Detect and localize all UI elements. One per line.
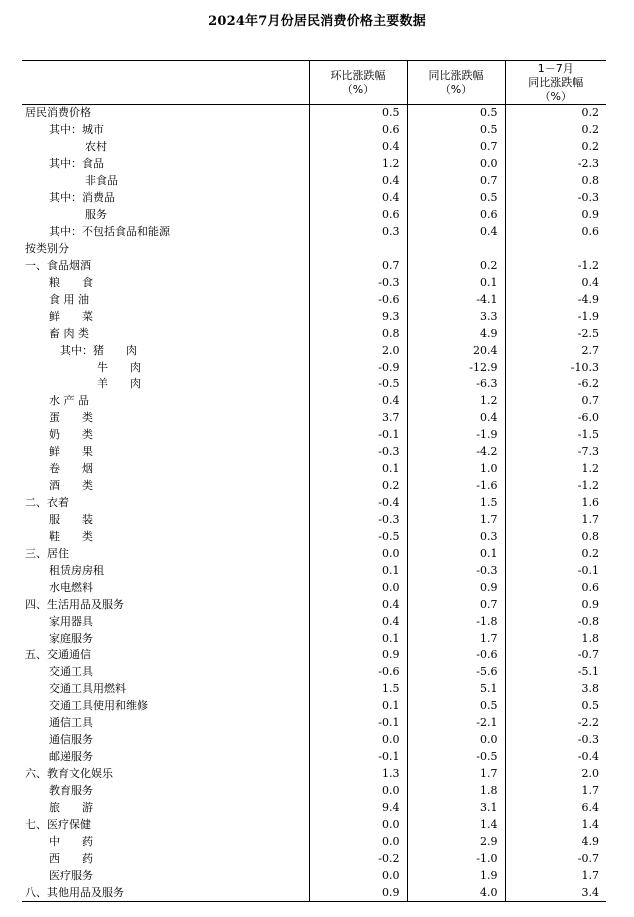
mom-value: 0.6: [309, 122, 407, 139]
row-label: [22, 562, 309, 579]
row-label-text: 奶 类: [49, 428, 93, 442]
mom-value: 0.4: [309, 393, 407, 410]
yoy-value: 0.7: [407, 596, 505, 613]
table-row: [22, 173, 606, 190]
row-label: [22, 274, 309, 291]
ytd-value: 0.8: [581, 529, 599, 543]
row-label-text: 服 装: [49, 512, 93, 526]
row-label: [22, 766, 309, 783]
mom-value: -0.2: [309, 850, 407, 867]
table-row: [22, 562, 606, 579]
mom-value: -0.3: [309, 274, 407, 291]
table-row: [22, 512, 606, 529]
yoy-value: -1.8: [407, 613, 505, 630]
ytd-value: -6.0: [577, 411, 599, 425]
mom-value: 0.1: [309, 630, 407, 647]
yoy-value: -5.6: [407, 664, 505, 681]
table-row: [22, 528, 606, 545]
mom-value: -0.5: [309, 528, 407, 545]
row-label-text: 水 产 品: [49, 394, 89, 408]
yoy-value: -2.1: [407, 715, 505, 732]
yoy-value: 0.4: [407, 410, 505, 427]
table-row: [22, 715, 606, 732]
row-label-text: 鲜 果: [49, 445, 93, 459]
row-label: [22, 393, 309, 410]
ytd-value: -0.3: [577, 733, 599, 747]
ytd-value: 1.2: [581, 462, 599, 476]
mom-value: 0.0: [309, 816, 407, 833]
table-row: [22, 241, 606, 258]
table-row: [22, 647, 606, 664]
table-row: [22, 749, 606, 766]
yoy-value: -12.9: [407, 359, 505, 376]
row-label: [22, 664, 309, 681]
row-label-text: 粮 食: [49, 275, 93, 289]
row-label-text: 家庭服务: [49, 631, 93, 645]
table-row: [22, 444, 606, 461]
table-row: [22, 427, 606, 444]
mom-value: 0.9: [309, 647, 407, 664]
ytd-value: -6.2: [577, 377, 599, 391]
table-row: [22, 630, 606, 647]
row-label-text: 蛋 类: [49, 411, 93, 425]
yoy-value: [407, 241, 505, 258]
row-label: [22, 867, 309, 884]
row-label: [22, 410, 309, 427]
yoy-value: -6.3: [407, 376, 505, 393]
yoy-value: 0.5: [407, 698, 505, 715]
table-row: [22, 579, 606, 596]
mom-value: 0.0: [309, 545, 407, 562]
row-label-text: 服务: [85, 208, 107, 222]
yoy-value: 20.4: [407, 342, 505, 359]
yoy-value: 0.7: [407, 173, 505, 190]
table-row: [22, 105, 606, 122]
ytd-value: 0.2: [581, 123, 599, 137]
row-label: [22, 359, 309, 376]
mom-value: 0.0: [309, 833, 407, 850]
yoy-value: -1.6: [407, 478, 505, 495]
mom-value: 0.9: [309, 884, 407, 901]
row-label: [22, 224, 309, 241]
ytd-value: 0.8: [581, 174, 599, 188]
header-yoy-unit: （%）: [439, 82, 473, 96]
row-label: [22, 613, 309, 630]
table-row: [22, 799, 606, 816]
ytd-value: 0.9: [581, 597, 599, 611]
row-label: [22, 596, 309, 613]
yoy-value: 0.7: [407, 139, 505, 156]
row-label-text: 羊 肉: [97, 377, 141, 391]
mom-value: 0.0: [309, 732, 407, 749]
ytd-value: 0.9: [581, 208, 599, 222]
table-row: [22, 291, 606, 308]
table-row: [22, 461, 606, 478]
row-label: [22, 122, 309, 139]
ytd-value: 1.7: [581, 868, 599, 882]
table-row: [22, 190, 606, 207]
ytd-value: -0.4: [577, 750, 599, 764]
row-label-text: 六、教育文化娱乐: [25, 767, 113, 781]
mom-value: -0.5: [309, 376, 407, 393]
mom-value: 1.3: [309, 766, 407, 783]
mom-value: -0.3: [309, 512, 407, 529]
header-mom-label: 环比涨跌幅: [330, 68, 386, 82]
yoy-value: 0.5: [407, 122, 505, 139]
row-label-text: 二、衣着: [25, 496, 69, 510]
yoy-value: 4.0: [407, 884, 505, 901]
row-label-text: 农村: [85, 140, 107, 154]
row-label: [22, 833, 309, 850]
yoy-value: 1.9: [407, 867, 505, 884]
row-label-text: 按类别分: [25, 241, 69, 255]
row-label: [22, 783, 309, 800]
yoy-value: 1.8: [407, 783, 505, 800]
ytd-value: 0.5: [581, 699, 599, 713]
row-label: [22, 325, 309, 342]
yoy-value: 3.3: [407, 308, 505, 325]
yoy-value: 4.9: [407, 325, 505, 342]
mom-value: 0.4: [309, 173, 407, 190]
row-label: [22, 444, 309, 461]
table-row: [22, 410, 606, 427]
row-label: [22, 139, 309, 156]
table-row: [22, 478, 606, 495]
table-row: [22, 122, 606, 139]
ytd-value: -1.9: [577, 309, 599, 323]
row-label-text: 一、食品烟酒: [25, 258, 91, 272]
table-row: [22, 495, 606, 512]
ytd-value: -0.7: [577, 648, 599, 662]
mom-value: 0.0: [309, 579, 407, 596]
row-label-text: 通信服务: [49, 733, 93, 747]
row-label: [22, 156, 309, 173]
yoy-value: 1.2: [407, 393, 505, 410]
mom-value: 1.2: [309, 156, 407, 173]
ytd-value: 1.6: [581, 496, 599, 510]
row-label: [22, 647, 309, 664]
yoy-value: 0.0: [407, 732, 505, 749]
ytd-value: 1.7: [581, 783, 599, 797]
table-header: [22, 61, 606, 105]
row-label-text: 中 药: [49, 834, 93, 848]
header-ytd-unit: （%）: [539, 89, 572, 103]
table-row: [22, 681, 606, 698]
row-label: [22, 190, 309, 207]
ytd-value: 6.4: [581, 800, 599, 814]
row-label: [22, 816, 309, 833]
header-mom: [309, 61, 407, 105]
table-row: [22, 224, 606, 241]
ytd-value: -2.2: [577, 716, 599, 730]
table-row: [22, 816, 606, 833]
row-label: [22, 173, 309, 190]
mom-value: 0.6: [309, 207, 407, 224]
table-row: [22, 359, 606, 376]
row-label: [22, 342, 309, 359]
ytd-value: 0.6: [581, 225, 599, 239]
ytd-value: -2.5: [577, 326, 599, 340]
header-yoy-label: 同比涨跌幅: [428, 68, 484, 82]
mom-value: 0.1: [309, 562, 407, 579]
mom-value: 9.4: [309, 799, 407, 816]
row-label-text: 通信工具: [49, 716, 93, 730]
row-label-text: 家用器具: [49, 614, 93, 628]
ytd-value: 1.7: [581, 512, 599, 526]
row-label: [22, 308, 309, 325]
table-row: [22, 139, 606, 156]
ytd-value: 0.2: [581, 546, 599, 560]
yoy-value: 1.7: [407, 766, 505, 783]
ytd-value: -10.3: [570, 360, 599, 374]
mom-value: 9.3: [309, 308, 407, 325]
row-label: [22, 105, 309, 122]
ytd-value: -7.3: [577, 445, 599, 459]
ytd-value: 3.8: [581, 682, 599, 696]
header-mom-unit: （%）: [341, 82, 375, 96]
ytd-value: -0.1: [577, 563, 599, 577]
row-label: [22, 495, 309, 512]
ytd-value: 3.4: [581, 885, 599, 899]
mom-value: 0.1: [309, 461, 407, 478]
mom-value: -0.6: [309, 664, 407, 681]
mom-value: 0.0: [309, 783, 407, 800]
mom-value: 0.4: [309, 139, 407, 156]
ytd-value: -1.2: [577, 479, 599, 493]
ytd-value: 1.4: [581, 817, 599, 831]
table-row: [22, 664, 606, 681]
row-label-text: 旅 游: [49, 800, 93, 814]
row-label: [22, 850, 309, 867]
table-row: [22, 342, 606, 359]
row-label-text: 食 用 油: [49, 292, 89, 306]
row-label-text: 交通工具使用和维修: [49, 699, 148, 713]
mom-value: 0.0: [309, 867, 407, 884]
yoy-value: -1.0: [407, 850, 505, 867]
yoy-value: 2.9: [407, 833, 505, 850]
row-label-text: 酒 类: [49, 479, 93, 493]
row-label-text: 其中：城市: [49, 123, 104, 137]
table-row: [22, 376, 606, 393]
yoy-value: 1.4: [407, 816, 505, 833]
mom-value: 0.7: [309, 257, 407, 274]
row-label: [22, 715, 309, 732]
header-blank: [22, 61, 309, 105]
ytd-value: 1.8: [581, 631, 599, 645]
mom-value: 0.4: [309, 190, 407, 207]
ytd-value: -2.3: [577, 157, 599, 171]
yoy-value: 1.7: [407, 630, 505, 647]
row-label-text: 八、其他用品及服务: [25, 885, 124, 899]
row-label-text: 五、交通通信: [25, 648, 91, 662]
yoy-value: 0.1: [407, 545, 505, 562]
mom-value: 2.0: [309, 342, 407, 359]
yoy-value: 1.0: [407, 461, 505, 478]
yoy-value: -4.2: [407, 444, 505, 461]
yoy-value: 3.1: [407, 799, 505, 816]
table-row: [22, 325, 606, 342]
row-label: [22, 630, 309, 647]
ytd-value: [505, 241, 606, 258]
row-label-text: 其中：猪 肉: [60, 343, 137, 357]
row-label-text: 居民消费价格: [25, 106, 91, 120]
row-label: [22, 461, 309, 478]
mom-value: 0.5: [309, 105, 407, 122]
row-label-text: 其中：消费品: [49, 191, 115, 205]
yoy-value: 0.5: [407, 105, 505, 122]
ytd-value: -0.7: [577, 851, 599, 865]
yoy-value: 0.2: [407, 257, 505, 274]
yoy-value: -1.9: [407, 427, 505, 444]
row-label: [22, 579, 309, 596]
mom-value: 0.3: [309, 224, 407, 241]
ytd-value: 2.7: [581, 343, 599, 357]
yoy-value: 0.4: [407, 224, 505, 241]
table-row: [22, 156, 606, 173]
header-ytd: [505, 61, 606, 105]
yoy-value: 0.6: [407, 207, 505, 224]
row-label-text: 交通工具用燃料: [49, 682, 126, 696]
row-label: [22, 376, 309, 393]
table-row: [22, 393, 606, 410]
row-label-text: 鲜 菜: [49, 309, 93, 323]
mom-value: 0.4: [309, 613, 407, 630]
header-ytd-period: 1－7月: [537, 61, 574, 75]
yoy-value: 0.9: [407, 579, 505, 596]
ytd-value: 2.0: [581, 767, 599, 781]
row-label-text: 畜 肉 类: [49, 326, 89, 340]
table-row: [22, 850, 606, 867]
yoy-value: -0.3: [407, 562, 505, 579]
row-label-text: 其中：食品: [49, 157, 104, 171]
yoy-value: -0.6: [407, 647, 505, 664]
row-label: [22, 291, 309, 308]
row-label-text: 其中：不包括食品和能源: [49, 225, 170, 239]
row-label: [22, 241, 309, 258]
cpi-table: [22, 60, 606, 902]
row-label-text: 卷 烟: [49, 462, 93, 476]
mom-value: -0.4: [309, 495, 407, 512]
yoy-value: -0.5: [407, 749, 505, 766]
table-row: [22, 698, 606, 715]
yoy-value: 1.7: [407, 512, 505, 529]
ytd-value: -0.3: [577, 191, 599, 205]
ytd-value: 0.6: [581, 580, 599, 594]
ytd-value: -1.2: [577, 258, 599, 272]
header-yoy: [407, 61, 505, 105]
mom-value: -0.3: [309, 444, 407, 461]
table-body: [22, 105, 606, 902]
row-label-text: 非食品: [85, 174, 118, 188]
ytd-value: -1.5: [577, 428, 599, 442]
table-row: [22, 308, 606, 325]
row-label: [22, 884, 309, 901]
row-label-text: 教育服务: [49, 783, 93, 797]
row-label-text: 四、生活用品及服务: [25, 597, 124, 611]
header-ytd-label: 同比涨跌幅: [528, 75, 584, 89]
row-label: [22, 681, 309, 698]
row-label: [22, 698, 309, 715]
table-row: [22, 867, 606, 884]
ytd-value: 0.7: [581, 394, 599, 408]
yoy-value: 0.1: [407, 274, 505, 291]
table-row: [22, 884, 606, 901]
row-label: [22, 207, 309, 224]
row-label-text: 七、医疗保健: [25, 817, 91, 831]
row-label-text: 鞋 类: [49, 529, 93, 543]
mom-value: 0.4: [309, 596, 407, 613]
ytd-value: -5.1: [577, 665, 599, 679]
table-row: [22, 732, 606, 749]
row-label-text: 租赁房房租: [49, 563, 104, 577]
yoy-value: 1.5: [407, 495, 505, 512]
row-label: [22, 427, 309, 444]
row-label: [22, 512, 309, 529]
row-label-text: 三、居住: [25, 546, 69, 560]
yoy-value: 0.0: [407, 156, 505, 173]
mom-value: -0.1: [309, 715, 407, 732]
row-label-text: 邮递服务: [49, 750, 93, 764]
row-label-text: 医疗服务: [49, 868, 93, 882]
ytd-value: 0.2: [581, 106, 599, 120]
page-title: 2024年7月份居民消费价格主要数据: [208, 14, 426, 29]
table-row: [22, 613, 606, 630]
table-row: [22, 833, 606, 850]
yoy-value: -4.1: [407, 291, 505, 308]
table-row: [22, 274, 606, 291]
table-row: [22, 257, 606, 274]
table-row: [22, 545, 606, 562]
mom-value: -0.9: [309, 359, 407, 376]
mom-value: 0.1: [309, 698, 407, 715]
mom-value: 0.8: [309, 325, 407, 342]
row-label: [22, 732, 309, 749]
table-row: [22, 596, 606, 613]
ytd-value: -4.9: [577, 292, 599, 306]
yoy-value: 0.5: [407, 190, 505, 207]
row-label-text: 水电燃料: [49, 580, 93, 594]
mom-value: -0.1: [309, 427, 407, 444]
row-label: [22, 257, 309, 274]
row-label-text: 牛 肉: [97, 360, 141, 374]
row-label-text: 交通工具: [49, 665, 93, 679]
mom-value: -0.1: [309, 749, 407, 766]
row-label: [22, 749, 309, 766]
ytd-value: 4.9: [581, 834, 599, 848]
row-label: [22, 528, 309, 545]
mom-value: 3.7: [309, 410, 407, 427]
table-row: [22, 766, 606, 783]
mom-value: 0.2: [309, 478, 407, 495]
ytd-value: 0.2: [581, 140, 599, 154]
ytd-value: 0.4: [581, 275, 599, 289]
mom-value: [309, 241, 407, 258]
mom-value: 1.5: [309, 681, 407, 698]
row-label: [22, 478, 309, 495]
ytd-value: -0.8: [577, 614, 599, 628]
yoy-value: 0.3: [407, 528, 505, 545]
yoy-value: 5.1: [407, 681, 505, 698]
row-label: [22, 799, 309, 816]
table-row: [22, 783, 606, 800]
row-label-text: 西 药: [49, 851, 93, 865]
row-label: [22, 545, 309, 562]
mom-value: -0.6: [309, 291, 407, 308]
table-row: [22, 207, 606, 224]
